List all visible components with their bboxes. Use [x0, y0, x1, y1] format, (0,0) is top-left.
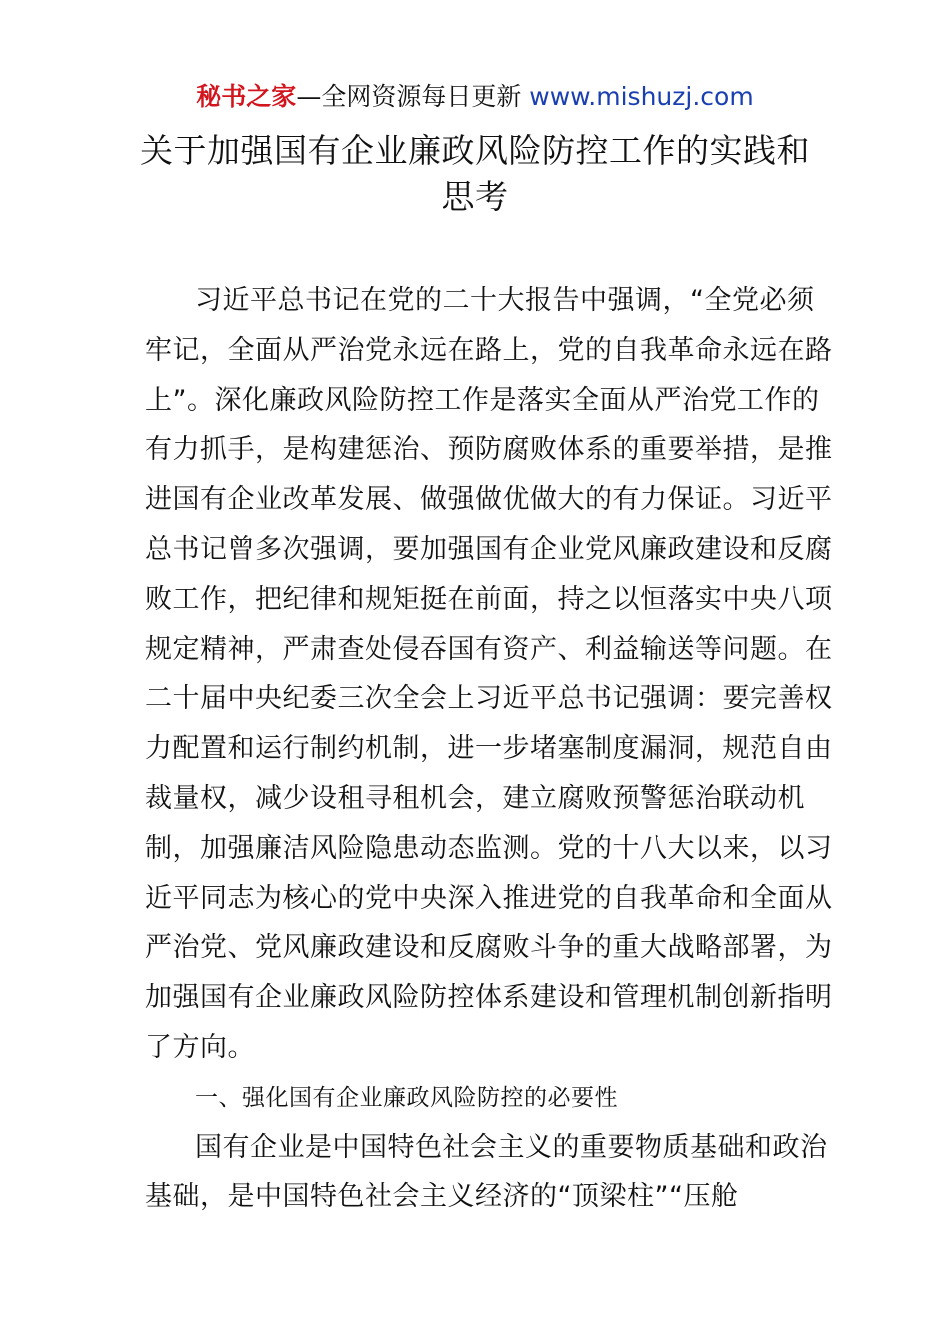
paragraph-line: 裁量权，减少设租寻租机会，建立腐败预警惩治联动机	[145, 782, 805, 814]
paragraph-line: 严治党、党风廉政建设和反腐败斗争的重大战略部署，为	[145, 932, 833, 964]
paragraph-line: 总书记曾多次强调，要加强国有企业党风廉政建设和反腐	[145, 533, 833, 565]
title-line-1: 关于加强国有企业廉政风险防控工作的实践和	[140, 131, 810, 170]
paragraph-line: 习近平总书记在党的二十大报告中强调，“全党必须	[195, 285, 815, 316]
site-tagline: —全网资源每日更新	[296, 82, 530, 111]
paragraph-line: 基础，是中国特色社会主义经济的“顶梁柱”“压舱	[145, 1181, 739, 1213]
paragraph-line: 加强国有企业廉政风险防控体系建设和管理机制创新指明	[145, 982, 833, 1014]
paragraph-line: 有力抓手，是构建惩治、预防腐败体系的重要举措，是推	[145, 434, 833, 466]
document-title	[100, 128, 850, 220]
site-url-link[interactable]: www.mishuzj.com	[529, 82, 754, 111]
paragraph-line: 国有企业是中国特色社会主义的重要物质基础和政治	[195, 1131, 828, 1163]
paragraph-line: 进国有企业改革发展、做强做优做大的有力保证。习近平	[145, 484, 833, 516]
paragraph-line: 力配置和运行制约机制，进一步堵塞制度漏洞，规范自由	[145, 733, 833, 765]
paragraph-line: 败工作，把纪律和规矩挺在前面，持之以恒落实中央八项	[145, 583, 833, 615]
paragraph-line: 牢记，全面从严治党永远在路上，党的自我革命永远在路	[145, 334, 833, 366]
paragraph-line: 二十届中央纪委三次全会上习近平总书记强调：要完善权	[145, 683, 833, 715]
paragraph-line: 了方向。	[145, 1031, 255, 1063]
paragraph-line: 近平同志为核心的党中央深入推进党的自我革命和全面从	[145, 882, 833, 914]
paragraph-line: 规定精神，严肃查处侵吞国有资产、利益输送等问题。在	[145, 633, 833, 665]
document-body	[145, 278, 833, 1224]
section-heading: 一、强化国有企业廉政风险防控的必要性	[195, 1084, 618, 1111]
paragraph-line: 上”。深化廉政风险防控工作是落实全面从严治党工作的	[145, 384, 820, 416]
paragraph-line: 制，加强廉洁风险隐患动态监测。党的十八大以来，以习	[145, 832, 833, 864]
site-header	[0, 80, 950, 114]
site-brand: 秘书之家	[196, 82, 297, 111]
title-line-2: 思考	[441, 177, 509, 216]
